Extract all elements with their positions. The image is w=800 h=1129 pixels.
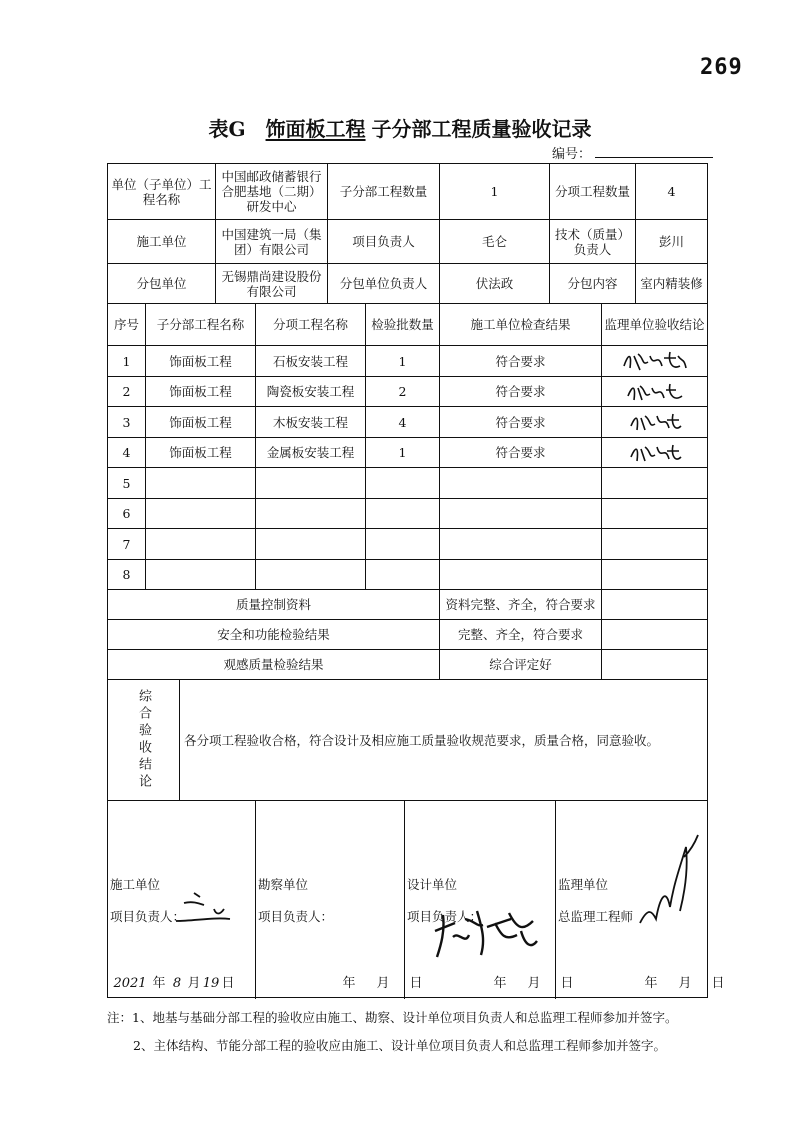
contractor-date-day: 19	[202, 976, 220, 991]
row-5-count[interactable]	[366, 468, 440, 499]
row-6-signature[interactable]	[602, 499, 707, 529]
col-header-no: 序号	[108, 304, 146, 346]
contractor-value: 中国建筑一局（集团）有限公司	[216, 220, 328, 264]
contractor-date-month: 8	[172, 976, 182, 991]
conclusion-text: 各分项工程验收合格，符合设计及相应施工质量验收规范要求，质量合格，同意验收。	[180, 680, 707, 801]
serial-label: 编号：	[552, 147, 592, 162]
safety-function-value: 完整、齐全，符合要求	[440, 620, 602, 650]
safety-function-supervision[interactable]	[602, 620, 707, 650]
col-header-supervision: 监理单位验收结论	[602, 304, 707, 346]
subcontractor-label: 分包单位	[108, 264, 216, 304]
row-4-count: 1	[366, 438, 440, 468]
sub-count-label: 子分部工程数量	[328, 164, 440, 220]
appearance-supervision[interactable]	[602, 650, 707, 680]
row-6-count[interactable]	[366, 499, 440, 529]
survey-date: 年 月 日	[342, 976, 423, 991]
row-6-item[interactable]	[256, 499, 366, 529]
row-3-item: 木板安装工程	[256, 407, 366, 438]
serial-number	[552, 143, 713, 162]
contractor-unit-label: 施工单位	[110, 877, 161, 892]
row-7-signature[interactable]	[602, 529, 707, 560]
item-count-value: 4	[636, 164, 707, 220]
row-4-no: 4	[108, 438, 146, 468]
footnote-1: 注：1、地基与基础分部工程的验收应由施工、勘察、设计单位项目负责人和总监理工程师参加并签字。	[107, 1010, 678, 1025]
row-5-no: 5	[108, 468, 146, 499]
quality-docs-value: 资料完整、齐全，符合要求	[440, 590, 602, 620]
col-header-item: 分项工程名称	[256, 304, 366, 346]
contractor-date: 2021 年 8 月 19 日	[110, 972, 236, 991]
pm-label: 项目负责人	[328, 220, 440, 264]
contractor-date-year: 2021	[113, 976, 147, 991]
sub-content-value: 室内精装修	[636, 264, 707, 304]
sub-count-value: 1	[440, 164, 550, 220]
pm-value: 毛仑	[440, 220, 550, 264]
quality-docs-label: 质量控制资料	[108, 590, 440, 620]
unit-label: 单位（子单位）工程名称	[108, 164, 216, 220]
col-header-result: 施工单位检查结果	[440, 304, 602, 346]
row-5-signature[interactable]	[602, 468, 707, 499]
supervision-date: 年 月 日	[644, 976, 725, 991]
contractor-role-label: 项目负责人：	[110, 909, 186, 924]
survey-unit-label: 勘察单位	[258, 877, 309, 892]
row-8-no: 8	[108, 560, 146, 590]
page-number: 269	[700, 55, 743, 80]
quality-docs-supervision[interactable]	[602, 590, 707, 620]
subcontractor-value: 无锡鼎尚建设股份有限公司	[216, 264, 328, 304]
row-8-sub[interactable]	[146, 560, 256, 590]
row-2-item: 陶瓷板安装工程	[256, 377, 366, 407]
row-3-result: 符合要求	[440, 407, 602, 438]
footnote-2: 2、主体结构、节能分部工程的验收应由施工、设计单位项目负责人和总监理工程师参加并签字。	[133, 1038, 666, 1053]
row-6-result[interactable]	[440, 499, 602, 529]
design-unit-label: 设计单位	[407, 877, 458, 892]
footnotes	[107, 1004, 747, 1060]
row-7-item[interactable]	[256, 529, 366, 560]
tech-label: 技术（质量）负责人	[550, 220, 636, 264]
row-7-sub[interactable]	[146, 529, 256, 560]
title-suffix: 子分部工程质量验收记录	[371, 117, 592, 141]
row-1-result: 符合要求	[440, 346, 602, 377]
row-3-sub: 饰面板工程	[146, 407, 256, 438]
conclusion-label-cell	[108, 680, 180, 801]
supervision-unit-label: 监理单位	[558, 877, 609, 892]
row-1-signature	[602, 346, 707, 377]
conclusion-label: 综合验收结论	[136, 689, 151, 791]
row-3-count: 4	[366, 407, 440, 438]
supervisor-signature-mark	[624, 380, 686, 404]
row-2-no: 2	[108, 377, 146, 407]
tech-value: 彭川	[636, 220, 707, 264]
sub-content-label: 分包内容	[550, 264, 636, 304]
row-1-item: 石板安装工程	[256, 346, 366, 377]
row-7-result[interactable]	[440, 529, 602, 560]
safety-function-label: 安全和功能检验结果	[108, 620, 440, 650]
row-7-count[interactable]	[366, 529, 440, 560]
supervision-signature-mark	[636, 827, 702, 937]
row-1-count: 1	[366, 346, 440, 377]
row-3-signature	[602, 407, 707, 438]
survey-role-label: 项目负责人：	[258, 909, 334, 924]
row-2-result: 符合要求	[440, 377, 602, 407]
serial-blank[interactable]	[595, 145, 713, 158]
page-title	[0, 113, 800, 142]
row-1-sub: 饰面板工程	[146, 346, 256, 377]
supervisor-signature-mark	[627, 441, 683, 465]
acceptance-table	[107, 163, 725, 998]
signature-contractor	[108, 801, 256, 999]
row-4-item: 金属板安装工程	[256, 438, 366, 468]
row-4-sub: 饰面板工程	[146, 438, 256, 468]
row-4-signature	[602, 438, 707, 468]
supervisor-signature-mark	[620, 348, 690, 374]
title-prefix: 表G	[208, 117, 246, 141]
row-6-sub[interactable]	[146, 499, 256, 529]
appearance-label: 观感质量检验结果	[108, 650, 440, 680]
row-6-no: 6	[108, 499, 146, 529]
row-2-count: 2	[366, 377, 440, 407]
appearance-value: 综合评定好	[440, 650, 602, 680]
supervisor-signature-mark	[627, 410, 683, 434]
contractor-label: 施工单位	[108, 220, 216, 264]
row-5-result[interactable]	[440, 468, 602, 499]
row-8-item[interactable]	[256, 560, 366, 590]
col-header-sub: 子分部工程名称	[146, 304, 256, 346]
sub-lead-value: 伏法政	[440, 264, 550, 304]
contractor-signature-mark	[170, 887, 240, 931]
unit-value: 中国邮政储蓄银行合肥基地（二期）研发中心	[216, 164, 328, 220]
row-5-sub[interactable]	[146, 468, 256, 499]
title-project: 饰面板工程	[265, 117, 366, 141]
signature-design	[405, 801, 574, 999]
signature-supervision	[556, 801, 725, 999]
row-8-result[interactable]	[440, 560, 602, 590]
row-2-sub: 饰面板工程	[146, 377, 256, 407]
signature-survey	[256, 801, 423, 999]
col-header-count: 检验批数量	[366, 304, 440, 346]
design-date: 年 月 日	[493, 976, 574, 991]
design-signature-mark	[425, 901, 545, 963]
row-7-no: 7	[108, 529, 146, 560]
row-2-signature	[602, 377, 707, 407]
supervision-role-label: 总监理工程师	[558, 909, 634, 924]
row-8-signature[interactable]	[602, 560, 707, 590]
row-5-item[interactable]	[256, 468, 366, 499]
row-3-no: 3	[108, 407, 146, 438]
item-count-label: 分项工程数量	[550, 164, 636, 220]
row-4-result: 符合要求	[440, 438, 602, 468]
sub-lead-label: 分包单位负责人	[328, 264, 440, 304]
row-1-no: 1	[108, 346, 146, 377]
row-8-count[interactable]	[366, 560, 440, 590]
design-role-label: 项目负责人：	[407, 909, 483, 924]
